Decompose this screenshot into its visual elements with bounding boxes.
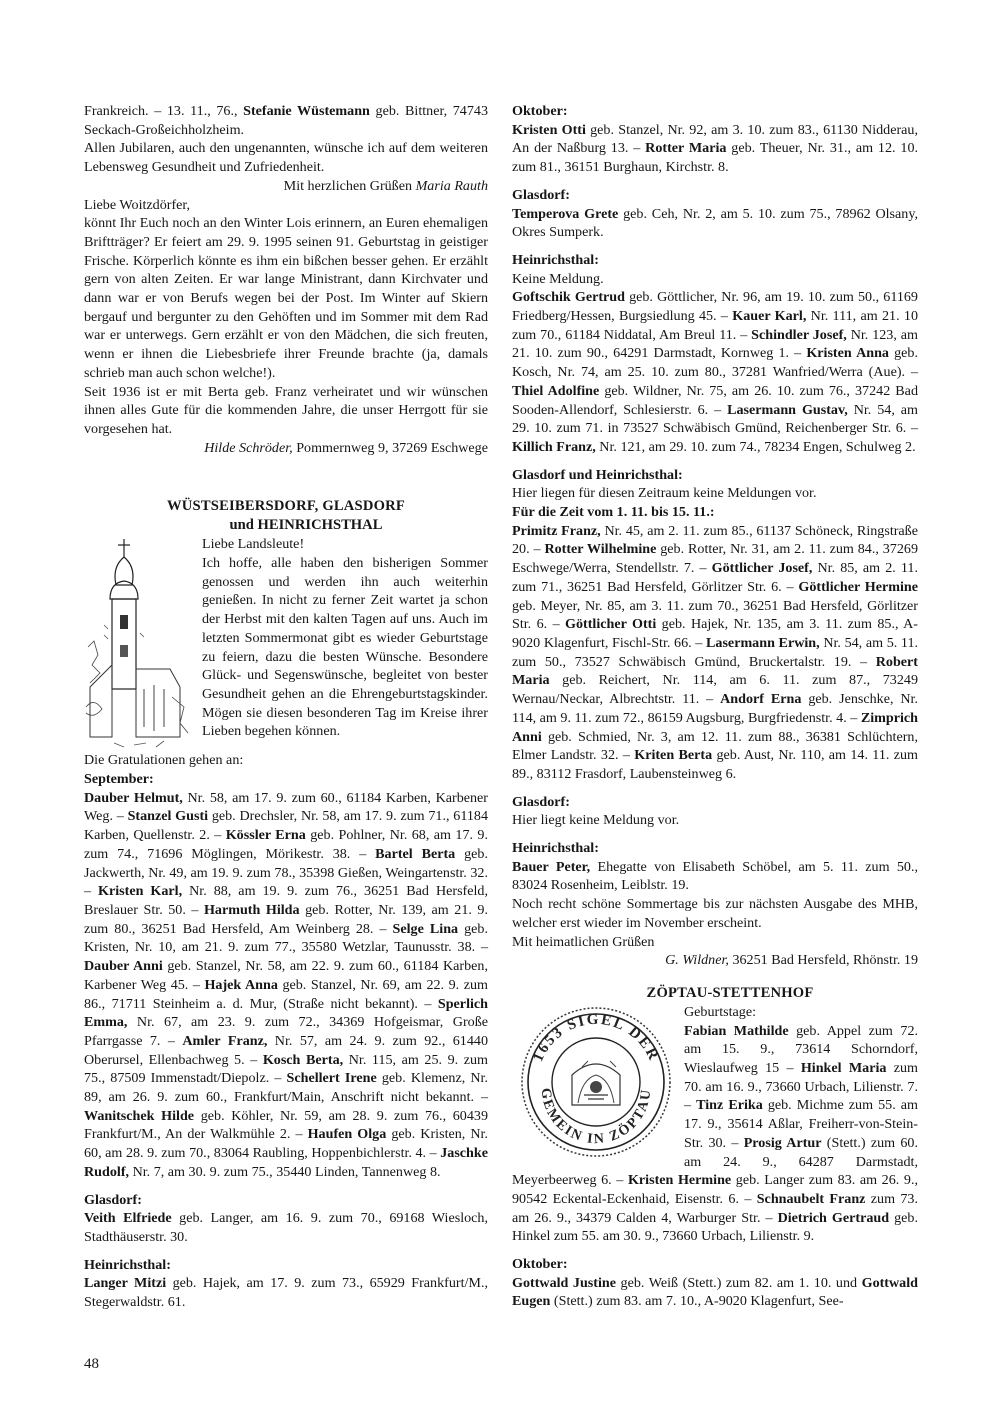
church-illustration <box>84 537 196 751</box>
zoptau-block <box>512 1003 918 1246</box>
entry-text: Nr. 85, am 2. 11. zum 71., 36251 Bad Hersfeld, Görlitzer Str. 6. – <box>512 560 918 595</box>
september-list <box>84 789 488 1182</box>
entry-text: geb. Jackwerth, Nr. 49, am 19. 9. zum 78., 35398 Gießen, Weingartenstr. 32. – <box>84 845 488 900</box>
entry-text: geb. Meyer, Nr. 85, am 3. 11. zum 70., 36251 Bad Hersfeld, Görlitzer Str. 6. – <box>512 597 918 633</box>
entry-name: Amler Franz, <box>182 1032 268 1049</box>
entry-name: Kristen Hermine <box>627 1172 732 1189</box>
heinrichsthal2-label: Heinrichsthal: <box>512 840 599 857</box>
entry-text: geb. Kosch, Nr. 74, am 25. 10. zum 80., 37281 Wanfried/Werra (Aue). – <box>512 345 918 381</box>
entry-text: Nr. 57, am 24. 9. zum 92., 61440 Oberursel, Ellenbachweg 5. – <box>84 1032 488 1068</box>
entry-text: geb. Rotter, Nr. 31, am 2. 11. zum 84., 37269 Eschwege/Werra, Stendellstr. 7. – <box>512 541 918 577</box>
entry-name: Göttlicher Otti <box>565 616 657 633</box>
entry-name: Temperova Grete <box>512 205 619 222</box>
zoptau-label: Geburtstage: <box>684 1003 757 1020</box>
entry-text: geb. Stanzel, Nr. 58, am 22. 9. zum 60., 61184 Karben, Karbener Weg 45. – <box>84 958 488 993</box>
closing-schroeder: Hilde Schröder, Pommernweg 9, 37269 Eschwege <box>204 439 488 456</box>
entry-name: Veith Elfriede <box>84 1210 172 1227</box>
entry-name: Dauber Anni <box>84 958 163 975</box>
signature-wildner: G. Wildner, 36251 Bad Hersfeld, Rhönstr. 19 <box>665 952 918 969</box>
entry-text: geb. Hajek, am 17. 9. zum 73., 65929 Frankfurt/M., Stegerwaldstr. 61. <box>84 1275 488 1311</box>
page-number: 48 <box>84 1356 99 1372</box>
entry-text: geb. Pohlner, Nr. 68, am 17. 9. zum 74., 71696 Möglingen, Mörikestr. 38. – <box>84 827 489 862</box>
oktober2-list <box>512 1274 918 1311</box>
left-column <box>84 102 488 1312</box>
glasdorf2-text: Hier liegt keine Meldung vor. <box>512 812 680 829</box>
entry-text: geb. Reichert, Nr. 114, am 6. 11. zum 87., 73249 Wernau/Neckar, Albrechtstr. 11. – <box>512 672 918 708</box>
entry-name: Kristen Otti <box>512 121 586 138</box>
entry-text: geb. Stanzel, Nr. 92, am 3. 10. zum 83., 61130 Nidderau, An der Naßburg 13. – <box>512 121 918 157</box>
entry-text: Nr. 7, am 30. 9. zum 75., 35440 Linden, Tannenweg 8. <box>129 1163 441 1180</box>
entry-text: Nr. 88, am 19. 9. zum 76., 36251 Bad Hersfeld, Breslauer Str. 50. – <box>84 883 488 918</box>
oktober-label: Oktober: <box>512 103 568 119</box>
entry-name: Robert Maria <box>512 653 918 689</box>
letter-body-2: Seit 1936 ist er mit Berta geb. Franz verheiratet und wir wünschen ihnen alles Gute für die kommenden Jahre, die unser Herrgott für sie vorgesehen hat. <box>84 383 488 437</box>
entry-name: Stefanie Wüstemann <box>243 103 370 119</box>
outro: Noch recht schöne Sommertage bis zur nächsten Ausgabe des MHB, welcher erst wieder im November erscheint. <box>512 896 918 931</box>
entry-text: geb. Appel zum 72. am 15. 9., 73614 Schorndorf, Wieslaufweg 15 – <box>684 1022 919 1077</box>
entry-text: geb. Schmied, Nr. 3, am 12. 11. zum 88., 36381 Schlüchtern, Elmer Landstr. 32. – <box>512 728 918 764</box>
glasdorf-list <box>84 1209 488 1246</box>
letter-body: könnt Ihr Euch noch an den Winter Lois erinnern, an Euren ehemaligen Briftträger? Er feiert am 29. 9. 1995 seinen 91. Geburtstag in geistiger Frische. Körperlich könnte es ihm ein bißchen besser gehen. Er erzählt gern von alten Zeiten. Er war lange Ministrant, dann Kirchvater und dann war er von Berufs wegen bei der Post. Im Winter auf Skiern bergauf und bergunter zu den Gehöften und im Sommer mit dem Rad war er unterwegs. Gern erzählt er von den Mädchen, die sich freuten, wenn er ihnen die Liebesbriefe ihrer Freunde brachte (ja, damals schrieb man auch schon welche!). <box>84 215 488 381</box>
gh-text: Hier liegen für diesen Zeitraum keine Meldungen vor. <box>512 485 817 502</box>
entry-name: Schindler Josef, <box>751 326 847 343</box>
entry-text: Nr. 67, am 23. 9. zum 72., 34369 Hofgeismar, Große Pfarrgasse 7. – <box>84 1014 488 1049</box>
r-glasdorf-list <box>512 205 918 242</box>
closing-rauth: Mit herzlichen Grüßen Maria Rauth <box>283 177 488 194</box>
entry-text: zum 73. am 26. 9., 34379 Calden 4, Warburger Str. – <box>512 1190 919 1226</box>
entry-text: geb. Stanzel, Nr. 69, am 22. 9. zum 86., 71711 Steinheim a. d. Mur, (Straße nicht bekannt). – <box>84 976 488 1012</box>
entry-text: geb. Klemenz, Nr. 89, am 26. 9. zum 60., Frankfurt/Main, Anschrift nicht bekannt. – <box>84 1070 488 1106</box>
section-title-line2: und HEINRICHSTHAL <box>229 517 383 534</box>
entry-name: Göttlicher Hermine <box>798 578 919 595</box>
entry-text: Ehegatte von Elisabeth Schöbel, am 5. 11. zum 50., 83024 Rosenheim, Leiblstr. 19. <box>512 858 918 894</box>
entry-text: geb. Langer zum 83. am 26. 9., 90542 Eckental-Eckenhaid, Eisenstr. 6. – <box>512 1172 918 1207</box>
glasdorf-label: Glasdorf: <box>84 1191 142 1208</box>
entry-name: Kristen Anna <box>806 345 889 362</box>
r-glasdorf-label: Glasdorf: <box>512 186 570 203</box>
entry-name: Kristen Karl, <box>98 883 183 900</box>
entry-name: Zimprich Anni <box>512 709 918 745</box>
period-label: Für die Zeit vom 1. 11. bis 15. 11.: <box>512 504 715 521</box>
entry-text: geb. Ceh, Nr. 2, am 5. 10. zum 75., 78962 Olsany, Okres Sumperk. <box>512 205 919 241</box>
entry-text: Nr. 45, am 2. 11. zum 85., 61137 Schöneck, Ringstraße 20. – <box>512 522 918 558</box>
grat-line: Die Gratulationen gehen an: <box>84 752 244 769</box>
entry-text: Nr. 58, am 17. 9. zum 60., 61184 Karben, Karbener Weg. – <box>84 789 488 825</box>
period-list <box>512 522 918 784</box>
entry-name: Lasermann Gustav, <box>727 401 848 418</box>
entry-text: geb. Rotter, Nr. 139, am 21. 9. zum 80., 36251 Bad Hersfeld, Am Weinberg 28. – <box>84 901 488 937</box>
entry-text: (Stett.) zum 83. am 7. 10., A-9020 Klagenfurt, See- <box>550 1293 844 1310</box>
entry-name: Prosig Artur <box>743 1134 822 1151</box>
entry-name: Langer Mitzi <box>84 1275 167 1292</box>
entry-name: Dietrich Gertraud <box>777 1209 890 1226</box>
entry-text: geb. Theuer, Nr. 31., am 12. 10. zum 81., 36151 Burghaun, Kirchstr. 8. <box>512 140 919 176</box>
entry-name: Bartel Berta <box>375 845 456 862</box>
oktober-list <box>512 121 918 177</box>
entry-name: Lasermann Erwin, <box>706 634 820 651</box>
entry-text: geb. Aust, Nr. 110, am 14. 11. zum 89., 83112 Frasdorf, Laubensteinweg 6. <box>512 747 918 782</box>
seal-illustration <box>512 1005 680 1159</box>
entry-text: Nr. 111, am 21. 10 zum 70., 61184 Niddatal, Am Breul 11. – <box>512 308 918 343</box>
entry-name: Haufen Olga <box>307 1126 387 1143</box>
entry-name: Hajek Anna <box>204 976 278 993</box>
section-intro: Ich hoffe, alle haben den bisherigen Sommer genossen und werden ihn auch weiterhin genießen. In nicht zu ferner Zeit wartet ja schon der Herbst mit den kalten Tagen auf uns. Auch im letzten Sommermonat gibt es wieder Geburtstage zu feiern, dazu die besten Wünsche. Besondere Glück- und Segenswünsche, begleitet von bester Gesundheit gehen an die Ehrengeburtstagskinder. Mögen sie diesen besonderen Tag im Kreise ihrer Lieben begehen können. <box>202 555 488 740</box>
r-heinrichsthal-none: Keine Meldung. <box>512 270 604 287</box>
entry-name: Wanitschek Hilde <box>84 1107 195 1124</box>
entry-text: geb. Kristen, Nr. 60, am 28. 9. zum 70., 83064 Raubling, Hoppenbichlerstr. 4. – <box>84 1126 488 1162</box>
entry-name: Gottwald Eugen <box>512 1274 918 1310</box>
oktober2-label: Oktober: <box>512 1256 568 1273</box>
entry-name: Kriten Berta <box>634 747 713 764</box>
zoptau-title: ZÖPTAU-STETTENHOF <box>646 984 814 1001</box>
section-greeting: Liebe Landsleute! <box>202 536 305 553</box>
heinrichsthal-list <box>84 1274 488 1311</box>
r-heinrichsthal-label: Heinrichsthal: <box>512 251 599 268</box>
gh-label: Glasdorf und Heinrichsthal: <box>512 466 683 483</box>
entry-name: Rotter Wilhelmine <box>544 541 657 558</box>
heinrichsthal2-list <box>512 858 918 895</box>
entry-name: Kosch Berta, <box>262 1051 344 1068</box>
r-heinrichsthal-list <box>512 288 918 456</box>
entry-text: Nr. 115, am 25. 9. zum 75., 87509 Immenstadt/Diepolz. – <box>84 1051 488 1087</box>
intro-paragraph <box>84 102 488 139</box>
entry-name: Göttlicher Josef, <box>711 560 813 577</box>
heinrichsthal-label: Heinrichsthal: <box>84 1256 171 1273</box>
entry-name: Dauber Helmut, <box>84 789 183 806</box>
glasdorf2-label: Glasdorf: <box>512 793 570 810</box>
entry-name: Schellert Irene <box>286 1070 377 1087</box>
entry-text: Nr. 54, am 29. 10. zum 71. in 73527 Schwäbisch Gmünd, Reichenberger Str. 6. – <box>512 401 918 437</box>
entry-text: geb. Jenschke, Nr. 114, am 9. 11. zum 72., 86159 Augsburg, Burgfriedenstr. 4. – <box>512 691 918 726</box>
entry-text: geb. Göttlicher, Nr. 96, am 19. 10. zum 50., 61169 Friedberg/Hessen, Burgsiedlung 45. – <box>512 289 918 325</box>
entry-text: Frankreich. – 13. 11., 76., <box>84 103 244 119</box>
entry-text: geb. Drechsler, Nr. 58, am 17. 9. zum 71., 61184 Karben, Quellenstr. 2. – <box>84 808 488 844</box>
entry-name: Kössler Erna <box>225 827 306 844</box>
september-label: September: <box>84 771 154 788</box>
seal-text-lower: GEMEIN IN ZÖPTAU <box>537 1087 655 1148</box>
outro-greeting: Mit heimatlichen Grüßen <box>512 933 655 950</box>
entry-name: Rotter Maria <box>645 140 727 157</box>
entry-name: Goftschik Gertrud <box>512 289 625 306</box>
entry-name: Selge Lina <box>392 920 459 937</box>
entry-text: geb. Köhler, Nr. 59, am 28. 9. zum 76., 60439 Frankfurt/M., An der Walkmühle 2. – <box>84 1107 488 1143</box>
entry-text: Nr. 123, am 21. 10. zum 90., 64291 Darmstadt, Kornweg 1. – <box>512 326 918 362</box>
entry-name: Gottwald Justine <box>512 1274 616 1291</box>
wish-paragraph: Allen Jubilaren, auch den ungenannten, wünsche ich auf dem weiteren Lebensweg Gesundheit und Zufriedenheit. <box>84 140 488 176</box>
entry-name: Sperlich Emma, <box>84 995 488 1031</box>
entry-name: Thiel Adolfine <box>512 382 600 399</box>
entry-name: Stanzel Gusti <box>127 808 209 825</box>
letter-salutation: Liebe Woitzdörfer, <box>84 196 191 213</box>
entry-text: Nr. 121, am 29. 10. zum 74., 78234 Engen, Schulweg 2. <box>595 438 916 455</box>
entry-name: Fabian Mathilde <box>684 1022 789 1039</box>
entry-text: geb. Bittner, 74743 Seckach-Großeichholzheim. <box>84 103 488 138</box>
entry-name: Jaschke Rudolf, <box>84 1145 488 1180</box>
section-title-line1: WÜSTSEIBERSDORF, GLASDORF <box>166 498 406 515</box>
section-intro-block <box>84 535 488 741</box>
entry-name: Hinkel Maria <box>800 1060 887 1077</box>
entry-text: (Stett.) zum 60. am 24. 9., 64287 Darmstadt, Meyerbeerweg 6. – <box>512 1134 918 1189</box>
entry-name: Harmuth Hilda <box>203 901 300 918</box>
entry-text: geb. Michme zum 55. am 17. 9., 35614 Aßlar, Freiherr-von-Stein-Str. 30. – <box>684 1097 918 1151</box>
entry-name: Tinz Erika <box>696 1097 763 1114</box>
entry-text: geb. Wildner, Nr. 75, am 26. 10. zum 76., 37242 Bad Sooden-Allendorf, Schlesierstr. 6. – <box>512 382 918 418</box>
svg-text:GEMEIN IN ZÖPTAU <box>538 1087 655 1147</box>
entry-name: Andorf Erna <box>720 691 802 708</box>
seal-text-upper: 1653 SIGEL DER <box>530 1011 662 1065</box>
entry-name: Schnaubelt Franz <box>756 1190 866 1207</box>
entry-text: zum 70. am 16. 9., 73660 Urbach, Lilienstr. 7. – <box>684 1060 918 1114</box>
entry-text: Nr. 54, am 5. 11. zum 50., 73527 Schwäbisch Gmünd, Bruckertalstr. 19. – <box>512 634 919 670</box>
entry-text: geb. Hajek, Nr. 135, am 3. 11. zum 85., A-9020 Klagenfurt, Fischl-Str. 66. – <box>512 616 918 651</box>
entry-name: Bauer Peter, <box>512 858 591 875</box>
right-column <box>512 102 918 1311</box>
entry-text: geb. Kristen, Nr. 10, am 21. 9. zum 77., 35580 Wetzlar, Taunusstr. 38. – <box>84 920 488 956</box>
entry-name: Primitz Franz, <box>512 522 601 539</box>
entry-name: Killich Franz, <box>512 438 596 455</box>
entry-text: geb. Weiß (Stett.) zum 82. am 1. 10. und <box>616 1274 862 1291</box>
entry-name: Kauer Karl, <box>732 308 807 325</box>
entry-text: geb. Langer, am 16. 9. zum 70., 69168 Wiesloch, Stadthäuserstr. 30. <box>84 1210 488 1245</box>
entry-text: geb. Hinkel zum 55. am 30. 9., 73660 Urbach, Lilienstr. 9. <box>512 1209 918 1245</box>
